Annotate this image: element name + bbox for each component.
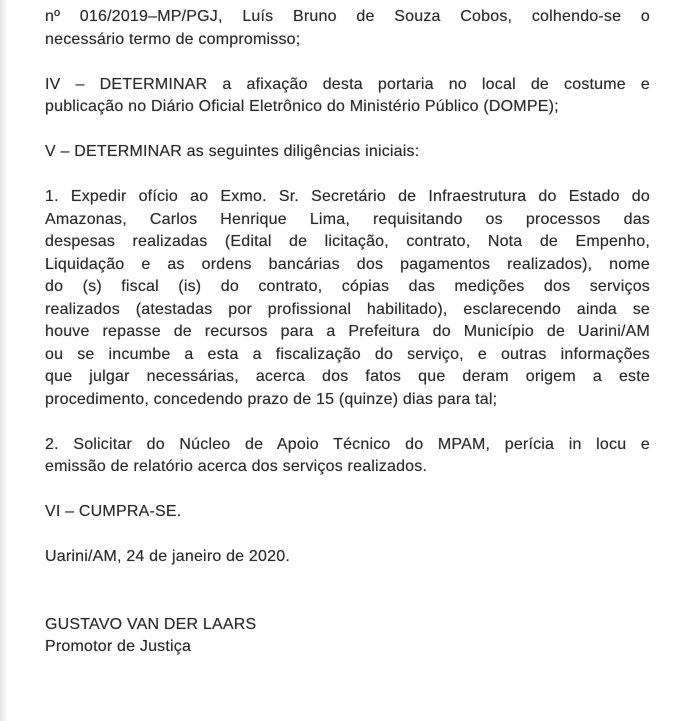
text-line: publicação no Diário Oficial Eletrônico do Ministério Público (DOMPE);	[45, 98, 559, 115]
paragraph-case-reference	[45, 6, 650, 51]
document-body	[45, 6, 650, 659]
text-line: 2. Solicitar do Núcleo de Apoio Técnico do MPAM, perícia in locu e	[45, 435, 650, 453]
text-line: do (s) fiscal (is) do contrato, cópias das medições dos serviços	[45, 278, 650, 295]
text-line: Amazonas, Carlos Henrique Lima, requisitando os processos das	[45, 210, 650, 228]
text-line: procedimento, concedendo prazo de 15 (quinze) dias para tal;	[45, 390, 498, 408]
text-line: emissão de relatório acerca dos serviços realizados.	[45, 458, 428, 475]
signature-block	[45, 614, 650, 659]
text-line: realizados (atestadas por profissional habilitado), esclarecendo ainda se	[45, 300, 650, 318]
text-line: V – DETERMINAR as seguintes diligências iniciais:	[45, 143, 420, 160]
paragraph-diligence-1	[45, 186, 650, 411]
paragraph-item-iv	[45, 74, 650, 119]
paragraph-place-date	[45, 546, 650, 569]
text-line: Uarini/AM, 24 de janeiro de 2020.	[45, 548, 290, 565]
paragraph-diligence-2	[45, 434, 650, 479]
text-line: houve repasse de recursos para a Prefeitura do Município de Uarini/AM	[45, 323, 650, 340]
text-line: nº 016/2019–MP/PGJ, Luís Bruno de Souza Cobos, colhendo-se o	[45, 8, 650, 25]
text-line: VI – CUMPRA-SE.	[45, 503, 182, 520]
paragraph-item-v	[45, 141, 650, 164]
text-line: despesas realizadas (Edital de licitação, contrato, Nota de Empenho,	[45, 233, 650, 250]
text-line: ou se incumbe a esta a fiscalização do serviço, e outras informações	[45, 345, 650, 363]
paragraph-item-vi	[45, 501, 650, 524]
text-line: que julgar necessárias, acerca dos fatos que deram origem a este	[45, 368, 650, 385]
text-line: Liquidação e as ordens bancárias dos pagamentos realizados), nome	[45, 255, 650, 273]
text-line: 1. Expedir ofício ao Exmo. Sr. Secretário de Infraestrutura do Estado do	[45, 188, 650, 205]
signatory-name: GUSTAVO VAN DER LAARS	[45, 615, 257, 633]
scan-edge-artifact	[0, 0, 8, 721]
text-line: necessário termo de compromisso;	[45, 30, 301, 48]
text-line: IV – DETERMINAR a afixação desta portaria no local de costume e	[45, 75, 650, 93]
signatory-role: Promotor de Justiça	[45, 638, 192, 655]
